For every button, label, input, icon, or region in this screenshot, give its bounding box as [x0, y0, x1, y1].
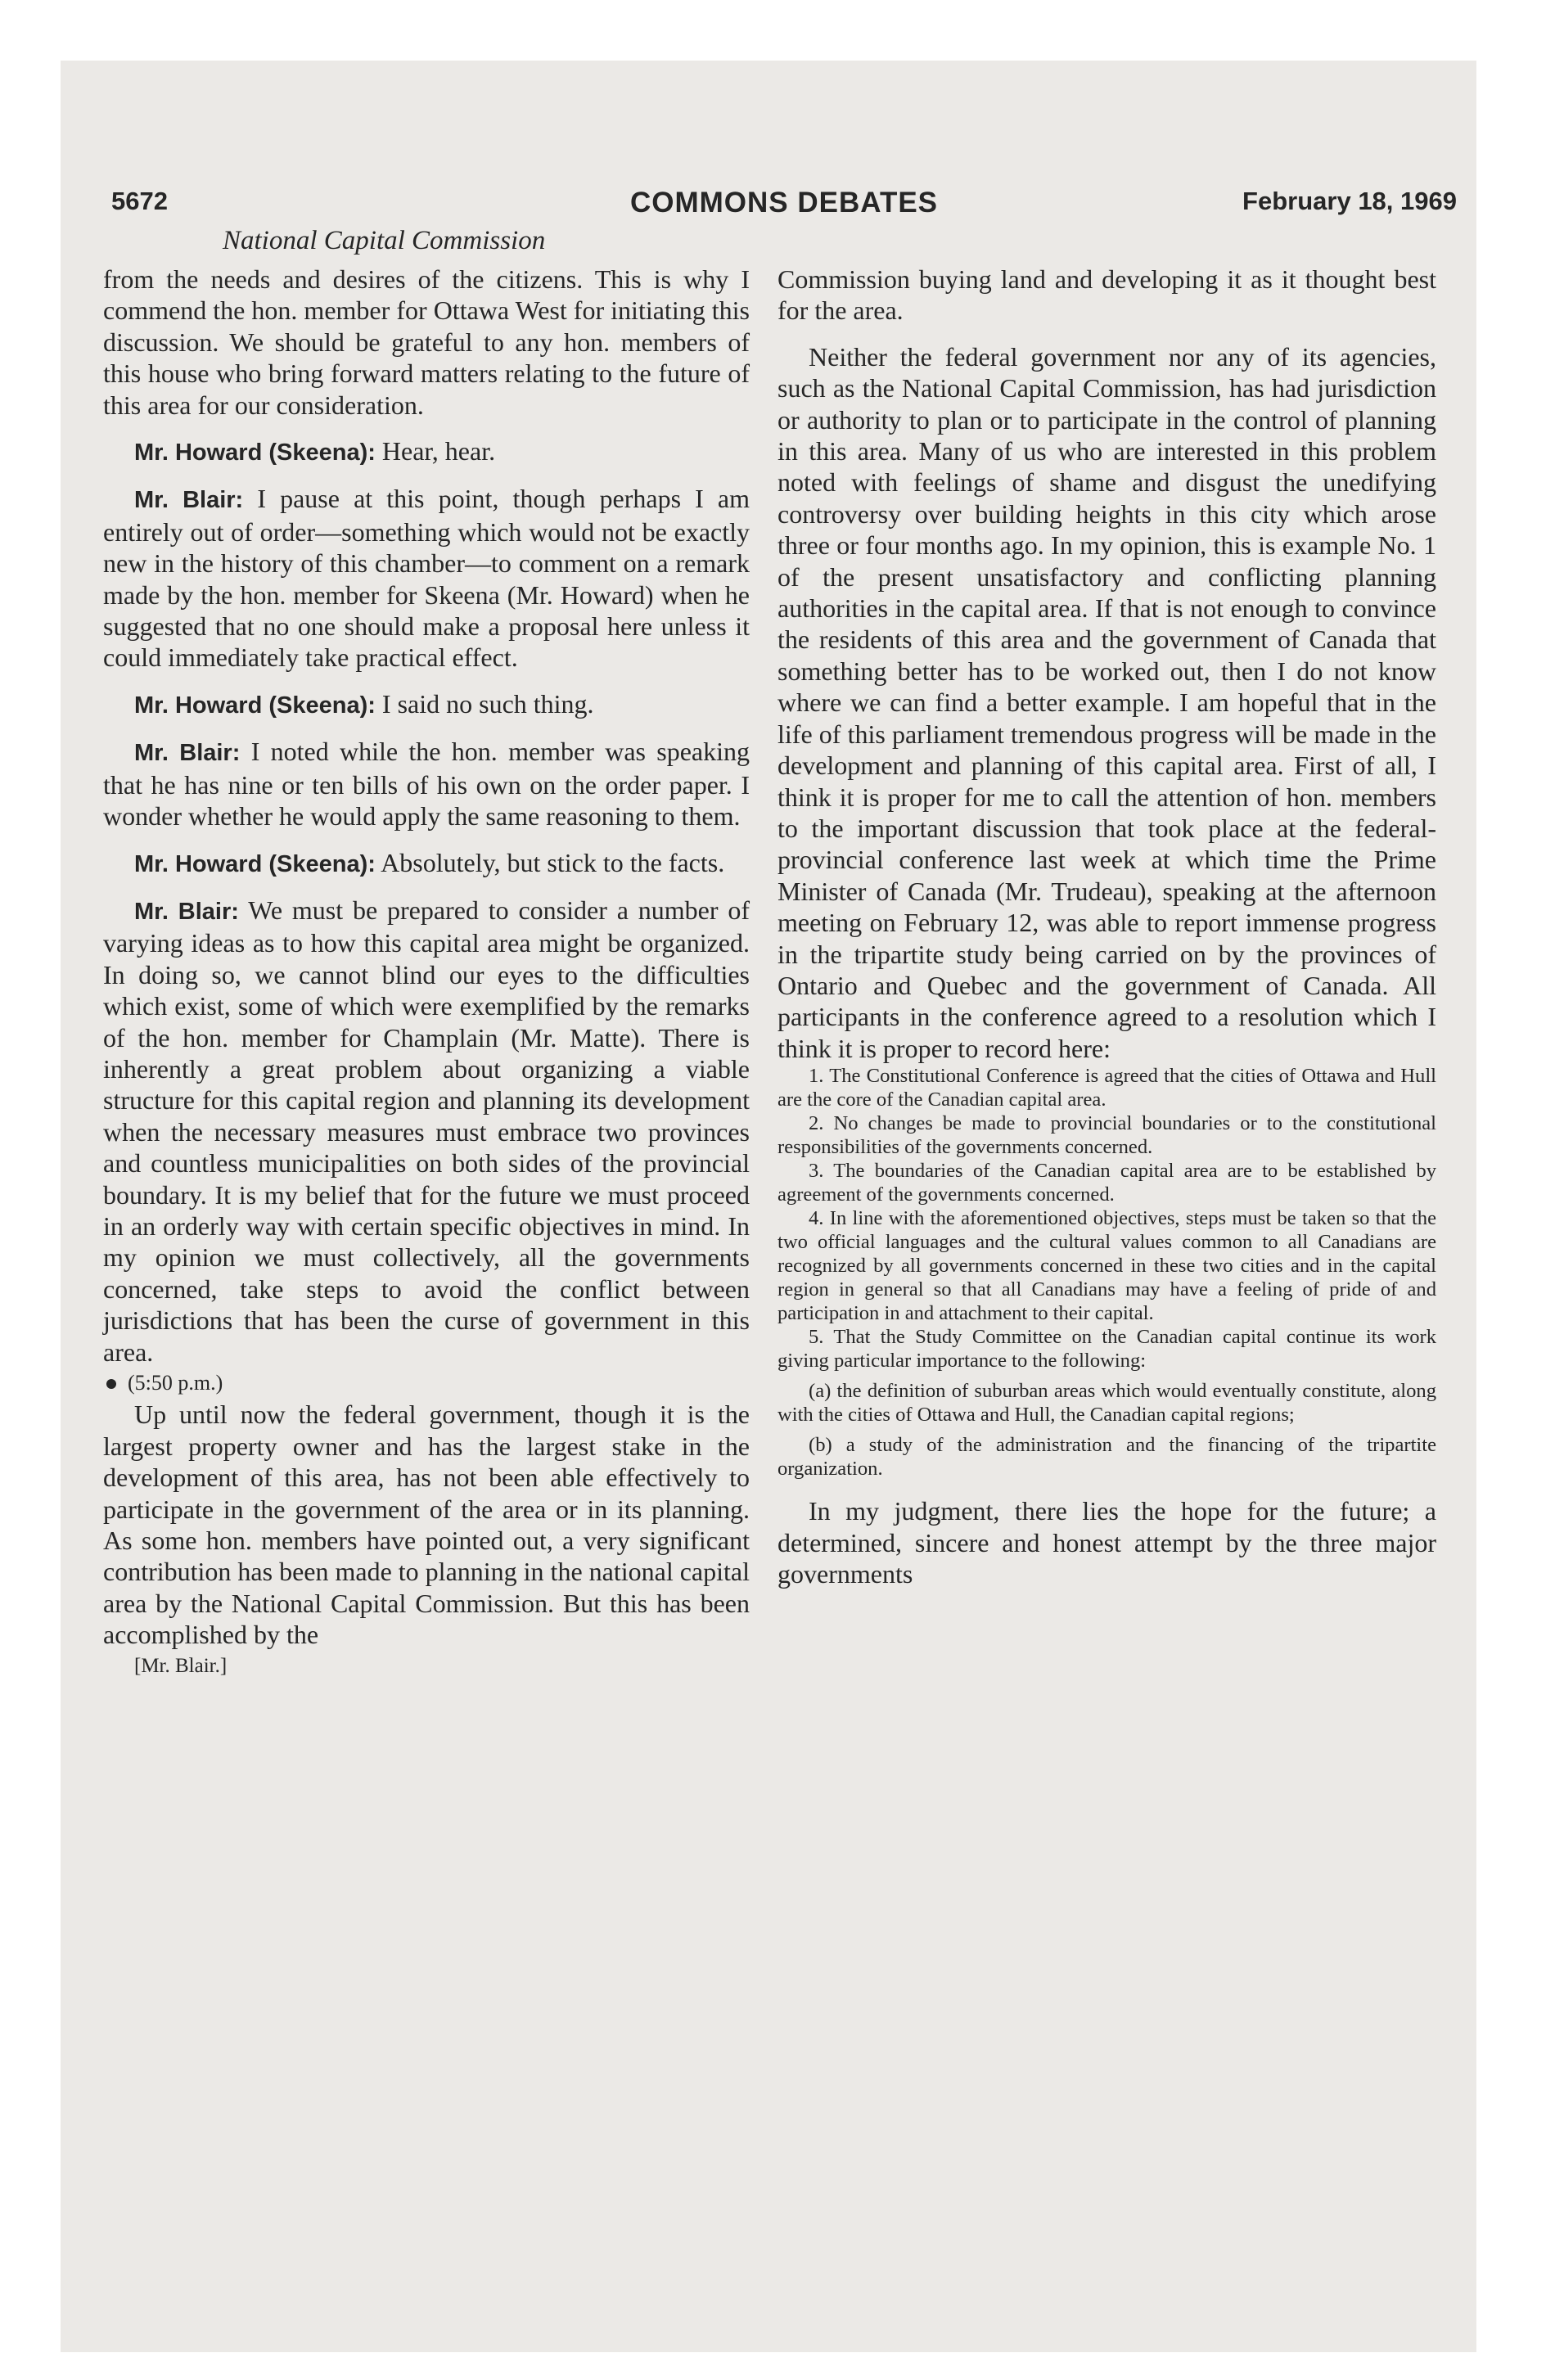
paragraph: from the needs and desires of the citizens. This is why I commend the hon. member for Ottawa West for initiating this discussion. We should be grateful to any hon. members of this house who bring forward matters relating to the future of this area for our consideration. — [103, 264, 750, 420]
paragraph: Neither the federal government nor any of its agencies, such as the National Capital Commission, has had jurisdiction or authority to plan or to participate in the control of planning in this area. Many of us who are interested in this problem noted with feelings of shame and disgust the unedifying controversy over building heights in this city which arose three or four months ago. In my opinion, this is example No. 1 of the present unsatisfactory and conflicting planning authorities in the capital area. If that is not enough to convince the residents of this area and the government of Canada that something better has to be worked out, then I do not know where we can find a better example. I am hopeful that in the life of this parliament tremendous progress will be made in the development and planning of this capital area. First of all, I think it is proper for me to call the attention of hon. members to the important discussion that took place at the federal-provincial conference last week at which time the Prime Minister of Canada (Mr. Trudeau), speaking at the afternoon meeting on February 12, was able to report immense progress in the tripartite study being carried on by the provinces of Ontario and Quebec and the government of Canada. All participants in the conference agreed to a resolution which I think it is proper to record here: — [778, 341, 1436, 1063]
resolution-subitem: (a) the definition of suburban areas which would eventually constitute, along with the cities of Ottawa and Hull, the Canadian capital regions; — [778, 1380, 1436, 1427]
speaker-name: Mr. Howard (Skeena): — [134, 850, 376, 877]
speech — [103, 483, 750, 673]
speaker-attribution: [Mr. Blair.] — [134, 1654, 228, 1677]
speaker-name: Mr. Howard (Skeena): — [134, 692, 376, 719]
bullet-icon — [106, 1379, 116, 1389]
left-column — [103, 264, 750, 1682]
publication-title: COMMONS DEBATES — [629, 187, 939, 219]
speaker-name: Mr. Blair: — [134, 487, 244, 514]
speaker-name: Mr. Blair: — [134, 740, 241, 767]
time-stamp — [103, 1368, 750, 1399]
speaker-name: Mr. Howard (Skeena): — [134, 439, 376, 467]
speech — [103, 435, 750, 468]
resolution-item: 2. No changes be made to provincial boundaries or to the constitutional responsibilities of the governments concerned. — [778, 1112, 1436, 1159]
speech — [103, 688, 750, 721]
right-column — [778, 264, 1436, 1589]
speech-text: We must be prepared to consider a number of varying ideas as to how this capital area might be organized. In doing so, we cannot blind our eyes to the difficulties which exist, some of which were exemplified by the remarks of the hon. member for Champlain (Mr. Matte). There is inherently a great problem about organizing a viable structure for this capital region and planning its development when the necessary measures must embrace two provinces and countless municipalities on both sides of the provincial boundary. It is my belief that for the future we must proceed in an orderly way with certain specific objectives in mind. In my opinion we must collectively, all the governments concerned, take steps to avoid the conflict between jurisdictions that has been the curse of government in this area. — [103, 895, 750, 1367]
paragraph: In my judgment, there lies the hope for the future; a determined, sincere and honest attempt by the three major governments — [778, 1496, 1436, 1589]
resolution-item: 1. The Constitutional Conference is agreed that the cities of Ottawa and Hull are the core of the Canadian capital area. — [778, 1065, 1436, 1111]
speech-text: I said no such thing. — [381, 688, 594, 719]
running-head: National Capital Commission — [223, 226, 546, 255]
speaker-name: Mr. Blair: — [134, 898, 239, 925]
speech-text: I pause at this point, though perhaps I am entirely out of order—something which would not be exactly new in the history of this chamber—to comment on a remark made by the hon. member for Skeena (Mr. Howard) when he suggested that no one should make a proposal here unless it could immediately take practical effect. — [103, 484, 750, 673]
speech — [103, 736, 750, 832]
resolution-item: 5. That the Study Committee on the Canadian capital continue its work giving particular importance to the following: — [778, 1326, 1436, 1373]
speech — [103, 847, 750, 880]
paragraph: Up until now the federal government, though it is the largest property owner and has the largest stake in the development of this area, has not been able effectively to participate in the government of the area or in its planning. As some hon. members have pointed out, a very significant contribution has been made to planning in the national capital area by the National Capital Commission. But this has been accomplished by the — [103, 1400, 750, 1650]
issue-date: February 18, 1969 — [1242, 187, 1457, 215]
speech-text: I noted while the hon. member was speaking that he has nine or ten bills of his own on the order paper. I wonder whether he would apply the same reasoning to them. — [103, 737, 750, 832]
paragraph: Commission buying land and developing it as it thought best for the area. — [778, 264, 1436, 326]
time-text: (5:50 p.m.) — [128, 1371, 223, 1395]
page-header — [111, 187, 1457, 228]
speech-text: Absolutely, but stick to the facts. — [381, 847, 725, 877]
resolution-subitem: (b) a study of the administration and the financing of the tripartite organization. — [778, 1434, 1436, 1481]
speech — [103, 895, 750, 1368]
resolution-item: 3. The boundaries of the Canadian capital area are to be established by agreement of the governments concerned. — [778, 1160, 1436, 1206]
page-number: 5672 — [111, 187, 168, 215]
speech-text: Hear, hear. — [381, 436, 496, 467]
resolution-item: 4. In line with the aforementioned objectives, steps must be taken so that the two official languages and the cultural values common to all Canadians are recognized by all governments concerned in these two cities and in the capital region in general so that all Canadians may have a feeling of pride of and participation in and attachment to their capital. — [778, 1207, 1436, 1325]
